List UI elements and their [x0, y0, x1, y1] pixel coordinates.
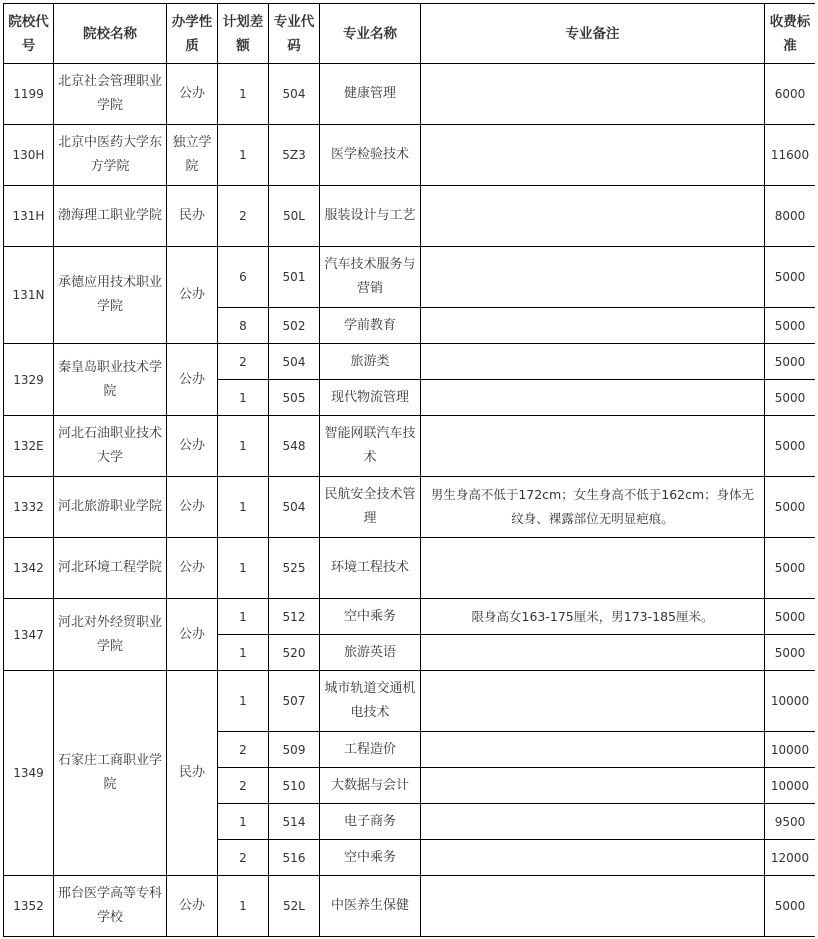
fee: 5000 — [765, 380, 816, 416]
table-row — [4, 186, 816, 247]
fee: 8000 — [765, 186, 816, 247]
major-code: 548 — [269, 416, 320, 477]
school-nature: 公办 — [167, 876, 218, 937]
table-row — [4, 876, 816, 937]
school-nature: 民办 — [167, 671, 218, 876]
school-name: 承德应用技术职业学院 — [54, 247, 167, 344]
major-name: 学前教育 — [320, 308, 421, 344]
major-remark — [421, 186, 765, 247]
table-row — [4, 538, 816, 599]
major-name: 旅游类 — [320, 344, 421, 380]
fee: 5000 — [765, 538, 816, 599]
plan-diff: 1 — [218, 671, 269, 732]
school-name: 石家庄工商职业学院 — [54, 671, 167, 876]
table-row — [4, 247, 816, 308]
header-fee: 收费标准 — [765, 4, 816, 64]
major-code: 516 — [269, 840, 320, 876]
plan-diff: 1 — [218, 477, 269, 538]
major-remark — [421, 876, 765, 937]
plan-diff: 6 — [218, 247, 269, 308]
header-major-name: 专业名称 — [320, 4, 421, 64]
major-name: 环境工程技术 — [320, 538, 421, 599]
table-container — [3, 3, 815, 939]
major-code: 502 — [269, 308, 320, 344]
major-name: 工程造价 — [320, 732, 421, 768]
major-remark: 男生身高不低于172cm；女生身高不低于162cm；身体无纹身、裸露部位无明显疤痕。 — [421, 477, 765, 538]
header-school-code: 院校代号 — [4, 4, 54, 64]
fee: 10000 — [765, 732, 816, 768]
major-code: 5Z3 — [269, 125, 320, 186]
school-name: 河北环境工程学院 — [54, 538, 167, 599]
major-remark — [421, 64, 765, 125]
header-row — [4, 4, 816, 64]
major-code: 507 — [269, 671, 320, 732]
fee: 5000 — [765, 876, 816, 937]
enrollment-table — [3, 3, 815, 937]
major-code: 514 — [269, 804, 320, 840]
plan-diff: 8 — [218, 308, 269, 344]
fee: 5000 — [765, 477, 816, 538]
fee: 5000 — [765, 635, 816, 671]
major-code: 504 — [269, 344, 320, 380]
fee: 9500 — [765, 804, 816, 840]
plan-diff: 1 — [218, 380, 269, 416]
school-nature: 公办 — [167, 538, 218, 599]
header-school-name: 院校名称 — [54, 4, 167, 64]
major-remark — [421, 344, 765, 380]
fee: 5000 — [765, 599, 816, 635]
major-name: 中医养生保健 — [320, 876, 421, 937]
major-remark — [421, 768, 765, 804]
table-row — [4, 599, 816, 635]
school-name: 渤海理工职业学院 — [54, 186, 167, 247]
major-code: 512 — [269, 599, 320, 635]
plan-diff: 1 — [218, 125, 269, 186]
school-name: 河北旅游职业学院 — [54, 477, 167, 538]
plan-diff: 1 — [218, 64, 269, 125]
major-code: 510 — [269, 768, 320, 804]
major-name: 服装设计与工艺 — [320, 186, 421, 247]
school-name: 北京中医药大学东方学院 — [54, 125, 167, 186]
school-code: 1349 — [4, 671, 54, 876]
school-name: 秦皇岛职业技术学院 — [54, 344, 167, 416]
school-name: 邢台医学高等专科学校 — [54, 876, 167, 937]
plan-diff: 2 — [218, 840, 269, 876]
school-name: 河北石油职业技术大学 — [54, 416, 167, 477]
major-remark — [421, 840, 765, 876]
fee: 10000 — [765, 671, 816, 732]
school-code: 1332 — [4, 477, 54, 538]
plan-diff: 1 — [218, 804, 269, 840]
table-row — [4, 125, 816, 186]
fee: 10000 — [765, 768, 816, 804]
major-remark — [421, 804, 765, 840]
school-nature: 公办 — [167, 477, 218, 538]
major-remark — [421, 732, 765, 768]
major-code: 501 — [269, 247, 320, 308]
major-remark — [421, 671, 765, 732]
school-code: 1199 — [4, 64, 54, 125]
school-code: 1342 — [4, 538, 54, 599]
fee: 5000 — [765, 247, 816, 308]
major-name: 电子商务 — [320, 804, 421, 840]
school-name: 北京社会管理职业学院 — [54, 64, 167, 125]
major-remark — [421, 416, 765, 477]
fee: 5000 — [765, 416, 816, 477]
table-row — [4, 64, 816, 125]
fee: 11600 — [765, 125, 816, 186]
school-nature: 公办 — [167, 599, 218, 671]
major-name: 城市轨道交通机电技术 — [320, 671, 421, 732]
school-code: 131N — [4, 247, 54, 344]
plan-diff: 1 — [218, 538, 269, 599]
fee: 5000 — [765, 344, 816, 380]
major-code: 504 — [269, 64, 320, 125]
header-major-code: 专业代码 — [269, 4, 320, 64]
major-remark: 限身高女163-175厘米，男173-185厘米。 — [421, 599, 765, 635]
plan-diff: 1 — [218, 635, 269, 671]
major-code: 509 — [269, 732, 320, 768]
header-plan: 计划差额 — [218, 4, 269, 64]
table-row — [4, 671, 816, 732]
header-remark: 专业备注 — [421, 4, 765, 64]
table-row — [4, 477, 816, 538]
major-code: 525 — [269, 538, 320, 599]
major-name: 智能网联汽车技术 — [320, 416, 421, 477]
major-name: 空中乘务 — [320, 599, 421, 635]
school-nature: 公办 — [167, 247, 218, 344]
major-name: 大数据与会计 — [320, 768, 421, 804]
major-remark — [421, 380, 765, 416]
major-code: 520 — [269, 635, 320, 671]
school-code: 132E — [4, 416, 54, 477]
major-remark — [421, 635, 765, 671]
school-code: 130H — [4, 125, 54, 186]
school-code: 1329 — [4, 344, 54, 416]
school-nature: 独立学院 — [167, 125, 218, 186]
school-code: 1347 — [4, 599, 54, 671]
table-row — [4, 344, 816, 380]
plan-diff: 2 — [218, 768, 269, 804]
plan-diff: 2 — [218, 186, 269, 247]
school-code: 1352 — [4, 876, 54, 937]
major-remark — [421, 538, 765, 599]
major-name: 医学检验技术 — [320, 125, 421, 186]
major-code: 505 — [269, 380, 320, 416]
plan-diff: 1 — [218, 876, 269, 937]
major-code: 50L — [269, 186, 320, 247]
major-code: 52L — [269, 876, 320, 937]
header-nature: 办学性质 — [167, 4, 218, 64]
major-name: 现代物流管理 — [320, 380, 421, 416]
major-remark — [421, 247, 765, 308]
major-code: 504 — [269, 477, 320, 538]
plan-diff: 1 — [218, 599, 269, 635]
major-name: 旅游英语 — [320, 635, 421, 671]
fee: 5000 — [765, 308, 816, 344]
major-name: 健康管理 — [320, 64, 421, 125]
school-name: 河北对外经贸职业学院 — [54, 599, 167, 671]
major-name: 汽车技术服务与营销 — [320, 247, 421, 308]
table-row — [4, 416, 816, 477]
major-remark — [421, 308, 765, 344]
school-nature: 公办 — [167, 344, 218, 416]
school-nature: 公办 — [167, 416, 218, 477]
plan-diff: 2 — [218, 344, 269, 380]
school-nature: 公办 — [167, 64, 218, 125]
major-name: 空中乘务 — [320, 840, 421, 876]
major-name: 民航安全技术管理 — [320, 477, 421, 538]
fee: 12000 — [765, 840, 816, 876]
plan-diff: 1 — [218, 416, 269, 477]
plan-diff: 2 — [218, 732, 269, 768]
fee: 6000 — [765, 64, 816, 125]
school-code: 131H — [4, 186, 54, 247]
major-remark — [421, 125, 765, 186]
school-nature: 民办 — [167, 186, 218, 247]
